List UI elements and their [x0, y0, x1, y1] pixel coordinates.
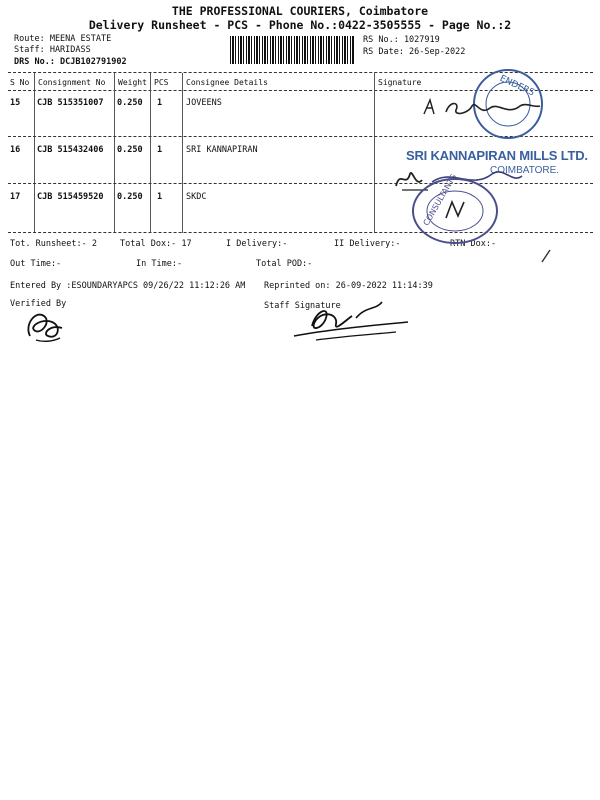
signature-row-15	[420, 94, 550, 124]
round-stamp-bottom	[410, 172, 500, 246]
drs-number: DRS No.: DCJB102791902	[14, 57, 127, 67]
row-pcs: 1	[157, 145, 163, 155]
ii-delivery: II Delivery:-	[334, 239, 401, 249]
verified-by-label: Verified By	[10, 299, 67, 309]
col-divider	[114, 73, 115, 233]
row-weight: 0.250	[117, 192, 143, 202]
route-label: Route: MEENA ESTATE	[14, 34, 112, 44]
staff-signature	[286, 296, 416, 346]
col-weight: Weight	[118, 78, 147, 87]
row-sno: 15	[10, 98, 21, 108]
i-delivery: I Delivery:-	[226, 239, 288, 249]
col-divider	[182, 73, 183, 233]
row-consignee: SKDC	[186, 192, 207, 202]
reprinted-on: Reprinted on: 26-09-2022 11:14:39	[264, 281, 433, 291]
col-signature: Signature	[378, 78, 422, 87]
col-divider	[374, 73, 375, 233]
pen-mark	[540, 246, 554, 266]
row-pcs: 1	[157, 98, 163, 108]
total-dox: Total Dox:- 17	[120, 239, 192, 249]
row-consignment: CJB 515351007	[37, 98, 104, 108]
row-pcs: 1	[157, 192, 163, 202]
row-consignment: CJB 515432406	[37, 145, 104, 155]
round-stamp-top-text: ENDERS	[498, 73, 536, 99]
rtn-dox: RTN Dox:-	[450, 239, 497, 249]
total-runsheet: Tot. Runsheet:- 2	[10, 239, 97, 249]
row-consignee: JOVEENS	[186, 98, 222, 108]
row-consignment: CJB 515459520	[37, 192, 104, 202]
round-stamp-text: CONSULTANTS	[421, 172, 459, 228]
total-pod: Total POD:-	[256, 259, 313, 269]
company-stamp: SRI KANNAPIRAN MILLS LTD.	[406, 148, 588, 163]
company-stamp-city: COIMBATORE.	[490, 165, 560, 176]
company-title: THE PROFESSIONAL COURIERS, Coimbatore	[171, 4, 429, 18]
row-consignee: SRI KANNAPIRAN	[186, 145, 258, 155]
verified-by-signature	[22, 306, 72, 346]
col-divider	[34, 73, 35, 233]
col-sno: S No	[10, 78, 30, 87]
entered-by: Entered By :ESOUNDARYAPCS 09/26/22 11:12:26 AM	[10, 281, 246, 291]
staff-signature-label: Staff Signature	[264, 301, 341, 311]
row-weight: 0.250	[117, 98, 143, 108]
in-time: In Time:-	[136, 259, 183, 269]
row-sno: 16	[10, 145, 21, 155]
table-bottom-rule	[8, 232, 593, 233]
barcode	[230, 36, 355, 64]
col-consignment: Consignment No	[38, 78, 106, 87]
out-time: Out Time:-	[10, 259, 62, 269]
col-pcs: PCS	[154, 78, 169, 87]
rs-number: RS No.: 1027919	[363, 35, 440, 45]
staff-label: Staff: HARIDASS	[14, 45, 91, 55]
col-divider	[150, 73, 151, 233]
rs-date: RS Date: 26-Sep-2022	[363, 47, 466, 57]
col-consignee: Consignee Details	[186, 78, 268, 87]
runsheet-subtitle: Delivery Runsheet - PCS - Phone No.:0422-3505555 - Page No.:2	[88, 18, 512, 32]
row-sno: 17	[10, 192, 21, 202]
row-weight: 0.250	[117, 145, 143, 155]
